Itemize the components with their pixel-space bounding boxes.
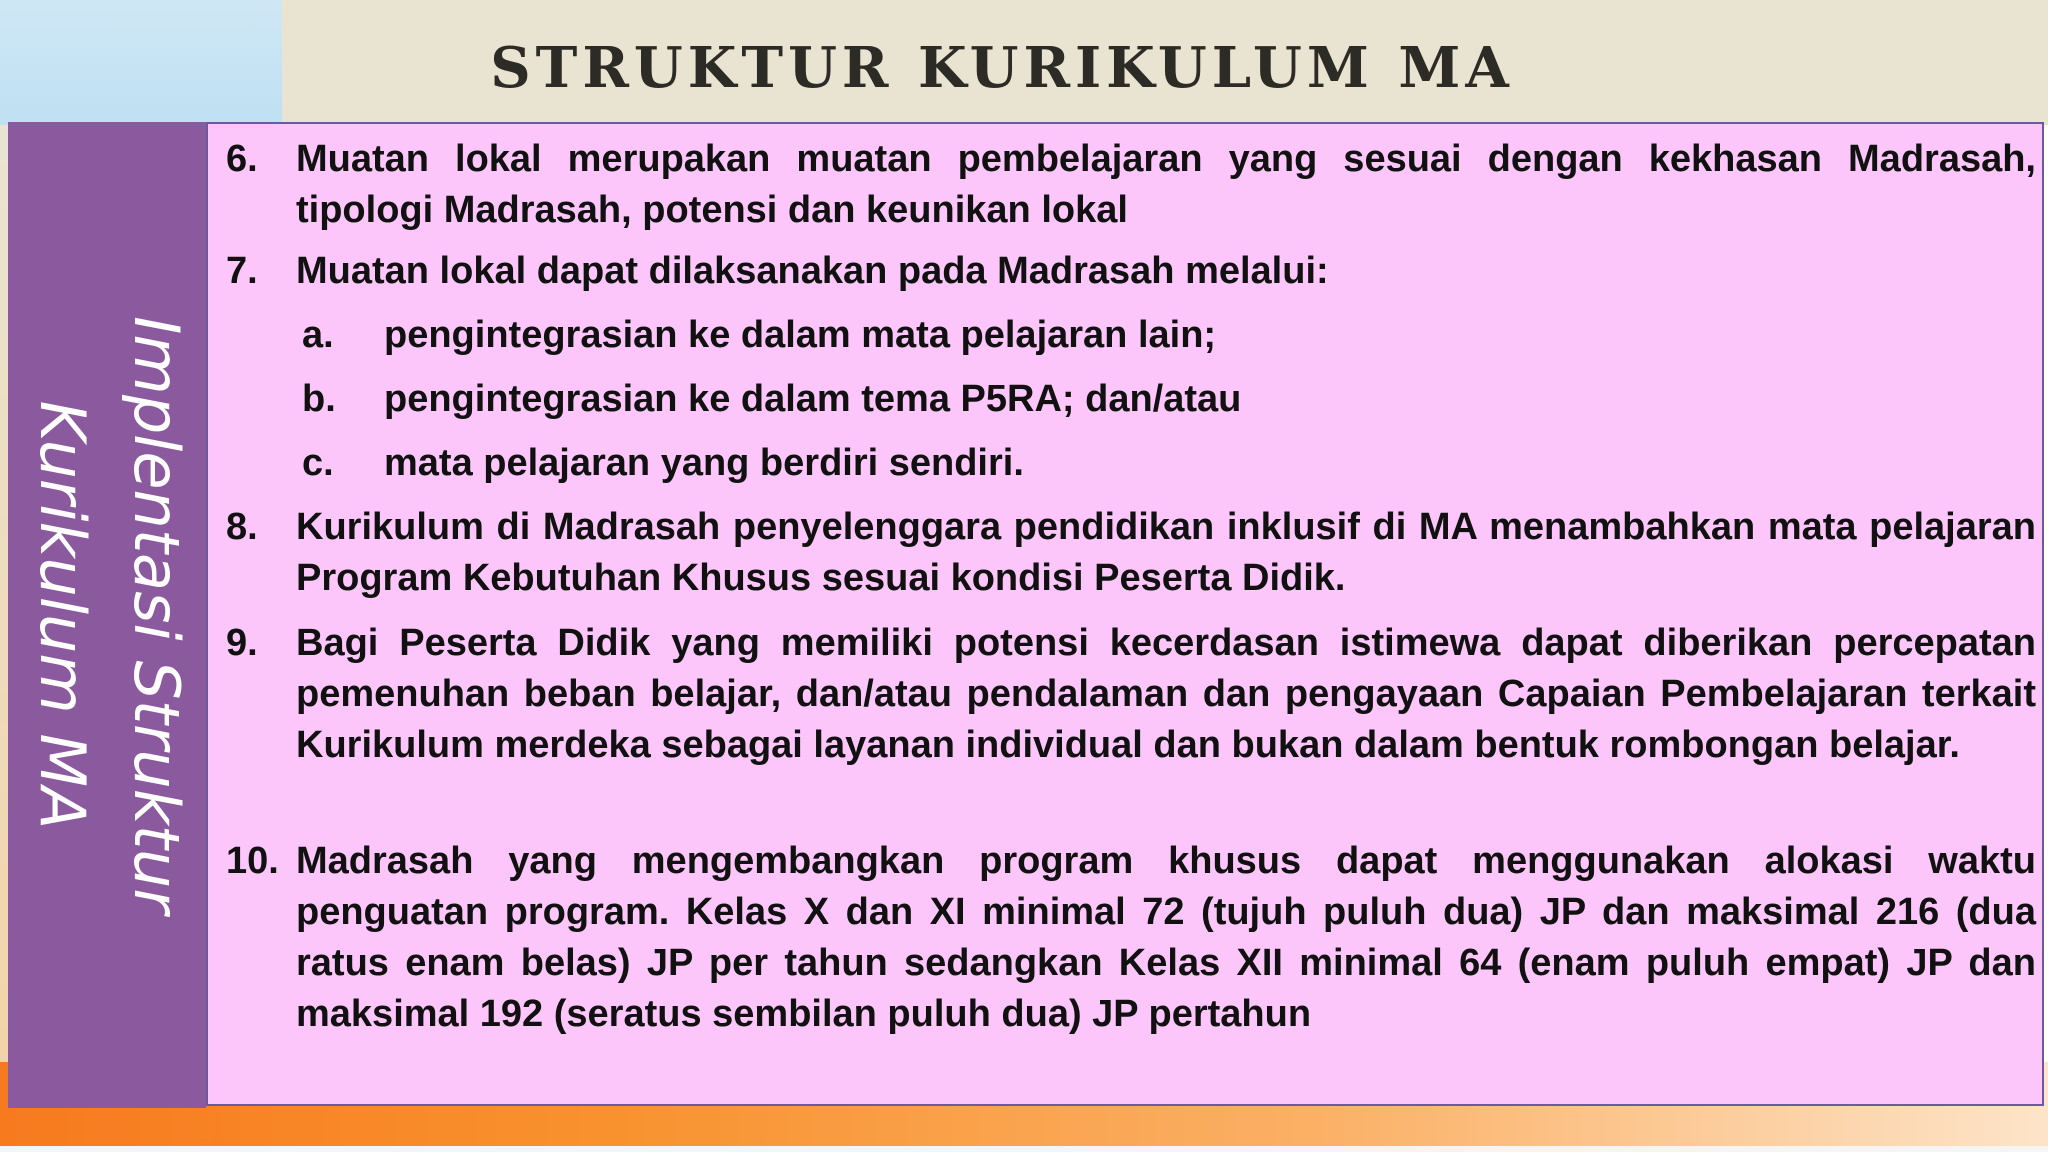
sub-item-text: mata pelajaran yang berdiri sendiri.: [384, 442, 1024, 484]
list-item-7: [226, 246, 2036, 297]
sub-item-c: [302, 438, 2002, 489]
item-text: Muatan lokal dapat dilaksanakan pada Madrasah melalui:: [296, 250, 1329, 292]
list-item-9: [226, 618, 2036, 771]
side-label-line-2: Kurikulum MA: [26, 400, 99, 830]
list-item-10: [226, 836, 2036, 1040]
sub-item-text: pengintegrasian ke dalam mata pelajaran lain;: [384, 314, 1217, 356]
sub-item-letter: c.: [302, 442, 334, 484]
item-text: Bagi Peserta Didik yang memiliki potensi kecerdasan istimewa dapat diberikan percepatan pemenuhan beban belajar, dan/atau pendalaman dan pengayaan Capaian Pembelajaran terkait Kurikulum merdeka sebagai layanan individual dan bukan dalam bentuk rombongan belajar.: [296, 622, 2036, 766]
item-text: Muatan lokal merupakan muatan pembelajaran yang sesuai dengan kekhasan Madrasah, tipologi Madrasah, potensi dan keunikan lokal: [296, 138, 2036, 231]
sub-item-a: [302, 310, 2002, 361]
footer-line: [0, 1146, 2048, 1152]
item-text: Kurikulum di Madrasah penyelenggara pendidikan inklusif di MA menambahkan mata pelajaran Program Kebutuhan Khusus sesuai kondisi Peserta Didik.: [296, 506, 2036, 599]
side-label-panel: [8, 122, 206, 1108]
item-number: 7.: [226, 250, 258, 292]
item-number: 8.: [226, 506, 258, 548]
sub-item-letter: b.: [302, 378, 336, 420]
list-item-8: [226, 502, 2036, 604]
item-number: 10.: [226, 840, 279, 882]
left-edge-decoration: [0, 125, 8, 1065]
content-box: [206, 122, 2044, 1106]
sky-corner-decoration: [0, 0, 282, 125]
item-number: 9.: [226, 622, 258, 664]
sub-item-letter: a.: [302, 314, 334, 356]
list-item-6: [226, 134, 2036, 236]
slide-title: STRUKTUR KURIKULUM MA: [490, 35, 1514, 101]
item-number: 6.: [226, 138, 258, 180]
sub-item-b: [302, 374, 2002, 425]
item-text: Madrasah yang mengembangkan program khusus dapat menggunakan alokasi waktu penguatan program. Kelas X dan XI minimal 72 (tujuh puluh dua) JP dan maksimal 216 (dua ratus enam belas) JP per tahun sedangkan Kelas XII minimal 64 (enam puluh empat) JP dan maksimal 192 (seratus sembilan puluh dua) JP pertahun: [296, 840, 2036, 1035]
sub-item-text: pengintegrasian ke dalam tema P5RA; dan/atau: [384, 378, 1242, 420]
side-label-line-1: Implentasi Struktur: [120, 316, 193, 914]
